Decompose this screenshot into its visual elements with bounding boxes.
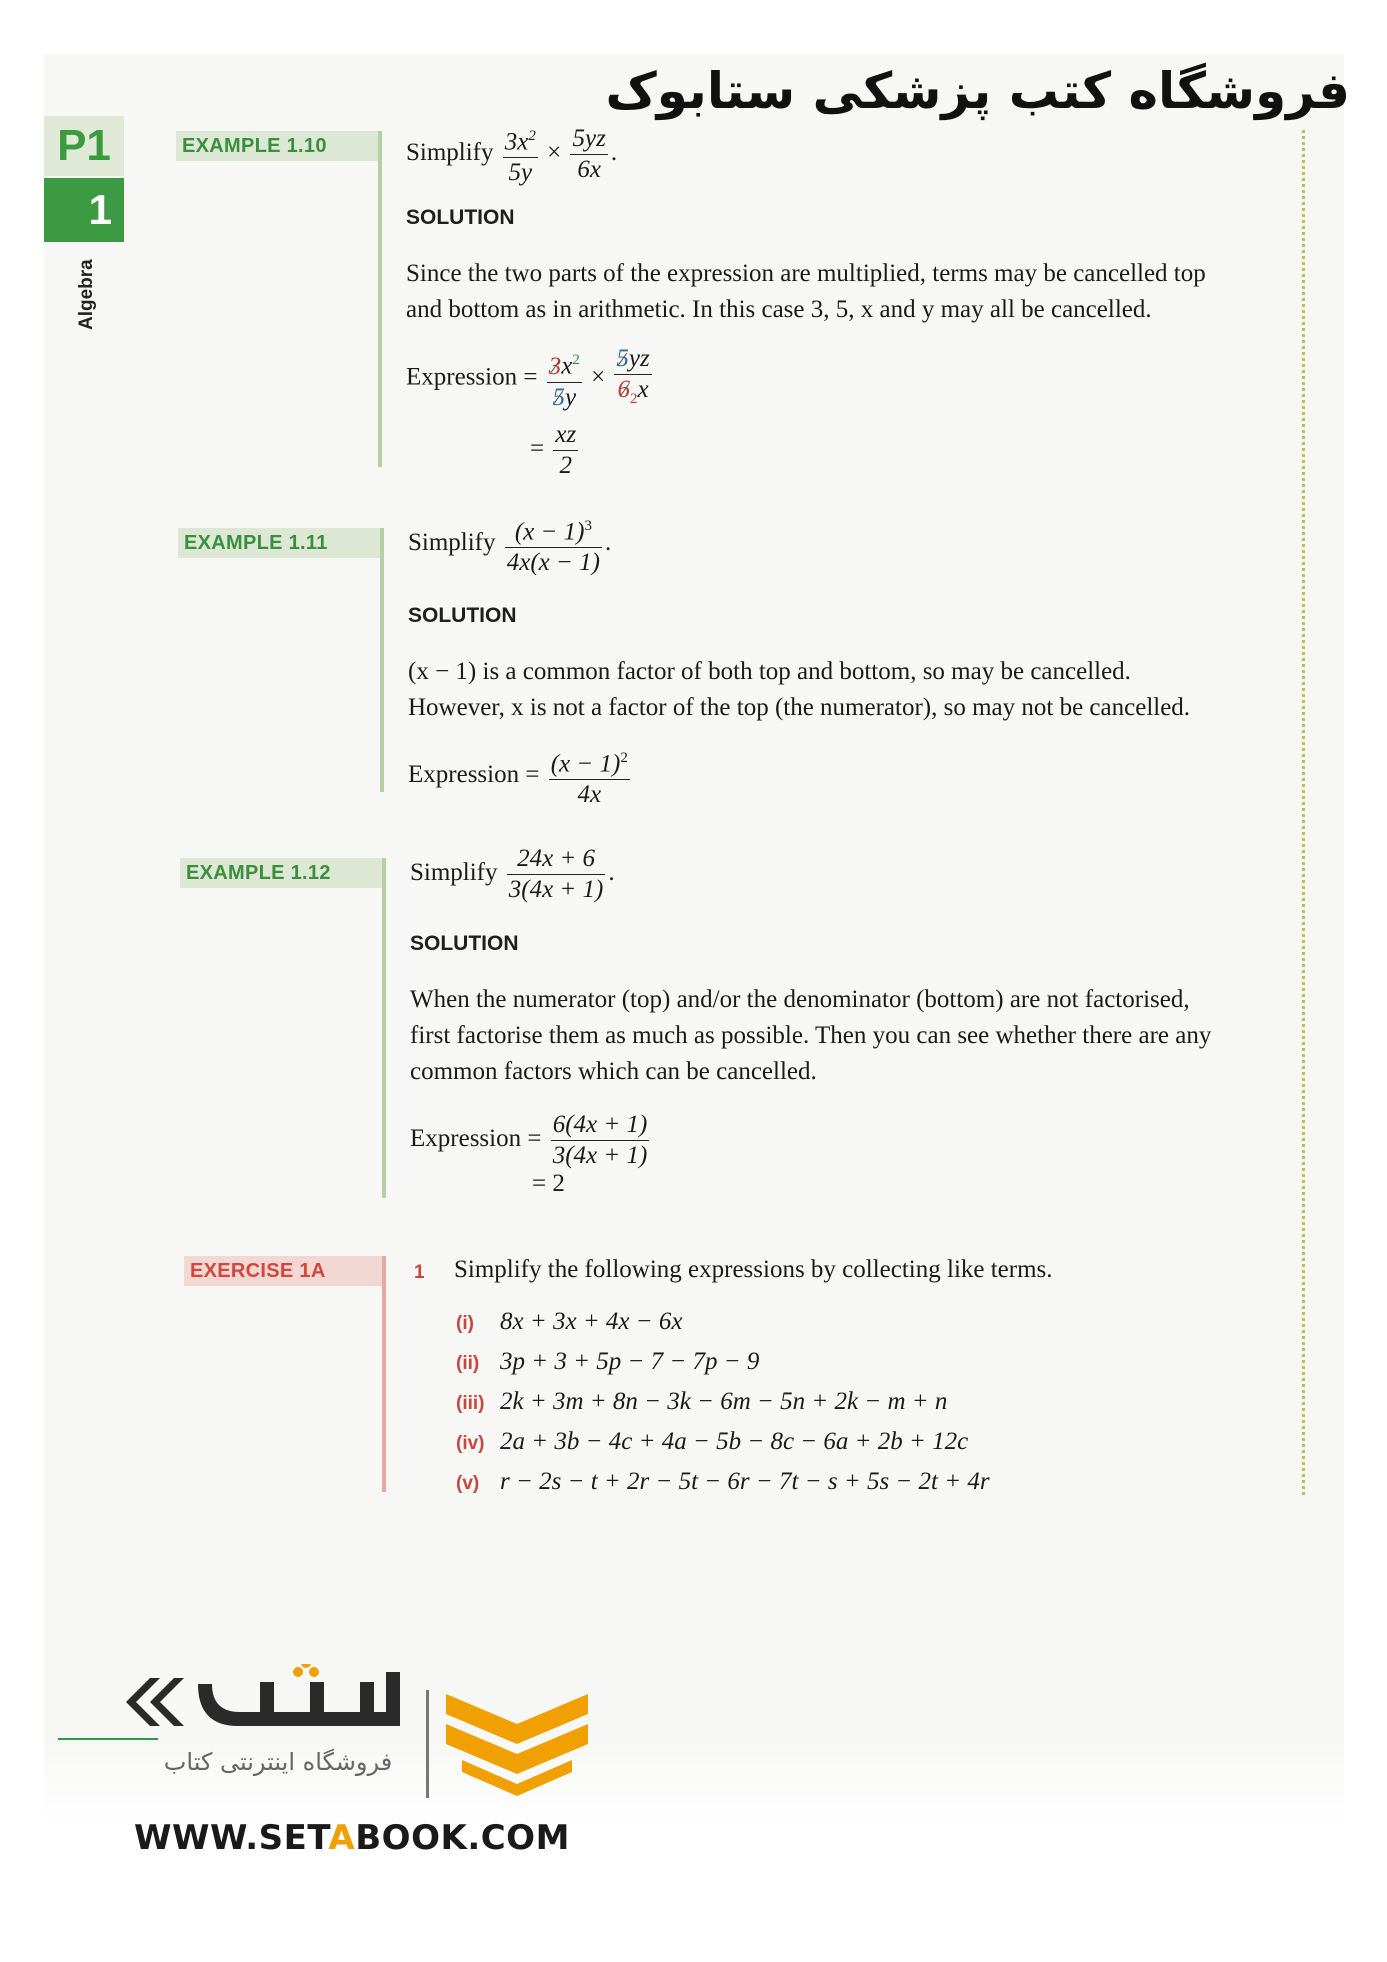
setabook-book-icon: [442, 1684, 592, 1796]
exercise-part: [456, 1304, 683, 1342]
fraction-6-4x-plus-1-over-3-4x-plus-1: $\frac{6(4x + 1)}{3(4x + 1)}$: [552, 1110, 648, 1169]
site-url[interactable]: [134, 1818, 614, 1868]
cancelled-fraction-1: $\frac{3x^2}{5y}$: [547, 345, 582, 412]
example-1-11-para-line-2: However, x is not a factor of the top (the numerator), so may not be cancelled.: [408, 694, 1191, 721]
example-1-10-prompt: Simplify: [406, 139, 494, 166]
example-1-12-para-line-2: first factorise them as much as possible. Then you can see whether there are any: [410, 1022, 1212, 1049]
part-label: (iii): [456, 1393, 485, 1414]
exercise-1a-bar: [382, 1256, 386, 1492]
fraction-5yz-over-6x: $\frac{5yz}{6x}$: [572, 124, 606, 183]
question-number: 1: [414, 1262, 425, 1283]
setabook-wordmark-logo: [120, 1664, 420, 1744]
part-label: (i): [456, 1313, 474, 1334]
example-1-10-para-line-1: Since the two parts of the expression are multiplied, terms may be cancelled top: [406, 260, 1206, 287]
part-tab: P1: [44, 116, 124, 176]
example-1-12-para-line-1: When the numerator (top) and/or the denominator (bottom) are not factorised,: [410, 986, 1190, 1013]
margin-dotted-rule: [1302, 130, 1305, 1495]
example-1-10-heading: EXAMPLE 1.10: [176, 131, 380, 161]
example-1-10-result-line: = $\frac{xz}{2}$: [530, 420, 577, 479]
part-label: (ii): [456, 1353, 480, 1374]
example-1-10-bar: [378, 131, 382, 467]
url-part-2: BOOK.COM: [355, 1818, 570, 1858]
example-1-11-solution-label: SOLUTION: [408, 604, 517, 627]
exercise-part: [456, 1344, 759, 1382]
fraction-24x-plus-6-over-3-4x-plus-1: $\frac{24x + 6}{3(4x + 1)}$: [508, 844, 604, 903]
example-1-12-result: = 2: [532, 1170, 565, 1197]
part-label: (iv): [456, 1433, 485, 1454]
logo-tagline: فروشگاه اینترنتی کتاب: [163, 1748, 393, 1776]
example-1-10-solution-label: SOLUTION: [406, 206, 515, 229]
example-1-12-heading: EXAMPLE 1.12: [180, 858, 384, 888]
fraction-x-minus-1-cubed-over-4x: $\frac{(x - 1)^3}{4x(x - 1)}$: [505, 511, 602, 578]
part-expression: 3p + 3 + 5p − 7 − 7p − 9: [500, 1348, 760, 1375]
part-expression: 2a + 3b − 4c + 4a − 5b − 8c − 6a + 2b + 12c: [500, 1428, 969, 1455]
example-1-11-expression-line: [408, 742, 633, 810]
example-1-11-prompt-line: Simplify $\frac{(x - 1)^3}{4x(x - 1)}$ .: [408, 510, 611, 578]
fraction-3x2-over-5y: $\frac{3x^2}{5y}$: [503, 121, 538, 188]
part-expression: 8x + 3x + 4x − 6x: [500, 1308, 683, 1335]
example-1-10-expression-label: Expression =: [406, 363, 538, 391]
part-expression: 2k + 3m + 8n − 3k − 6m − 5n + 2k − m + n: [500, 1388, 948, 1415]
example-1-11-heading: EXAMPLE 1.11: [178, 528, 382, 558]
example-1-12-solution-label: SOLUTION: [410, 932, 519, 955]
times-sign: ×: [547, 139, 562, 166]
example-1-12-prompt-line: Simplify $\frac{24x + 6}{3(4x + 1)}$ .: [410, 844, 615, 903]
chapter-tab: 1: [44, 178, 124, 242]
cancelled-fraction-2: $\frac{5yz}{6_2x}$: [616, 345, 650, 407]
example-1-10-expression-line: [406, 344, 655, 414]
exercise-part: [456, 1424, 968, 1462]
example-1-12-expression-label: Expression =: [410, 1125, 542, 1152]
exercise-part: [456, 1464, 990, 1502]
example-1-12-para-line-3: common factors which can be cancelled.: [410, 1058, 817, 1085]
fraction-x-minus-1-squared-over-4x: $\frac{(x - 1)^2}{4x}$: [549, 743, 630, 810]
example-1-11-bar: [380, 528, 384, 792]
example-1-11-expression-label: Expression =: [408, 761, 540, 788]
example-1-12-expression-line: [410, 1106, 652, 1172]
store-title: فروشگاه کتب پزشکی ستابوک: [605, 62, 1350, 120]
part-label: (v): [456, 1473, 480, 1494]
part-expression: r − 2s − t + 2r − 5t − 6r − 7t − s + 5s − 2t + 4r: [500, 1468, 990, 1495]
example-1-11-prompt: Simplify: [408, 529, 496, 556]
url-part-1: WWW.SET: [134, 1818, 329, 1858]
example-1-11-para-line-1: (x − 1) is a common factor of both top and bottom, so may be cancelled.: [408, 658, 1131, 685]
example-1-12-bar: [382, 858, 386, 1198]
example-1-10-prompt-line: Simplify $\frac{3x^2}{5y}$ × $\frac{5yz}{6x}$ .: [406, 120, 617, 188]
url-accent-letter: A: [328, 1818, 356, 1858]
logo-separator: [426, 1690, 429, 1798]
exercise-1a-heading: EXERCISE 1A: [184, 1256, 384, 1286]
example-1-12-prompt: Simplify: [410, 859, 498, 886]
exercise-part: [456, 1384, 947, 1422]
question-text: Simplify the following expressions by collecting like terms.: [454, 1256, 1053, 1283]
example-1-10-para-line-2: and bottom as in arithmetic. In this case 3, 5, x and y may all be cancelled.: [406, 296, 1152, 323]
fraction-xz-over-2: $\frac{xz}{2}$: [555, 420, 577, 479]
subject-tab-label: Algebra: [76, 259, 97, 330]
times-sign-2: ×: [591, 363, 606, 391]
